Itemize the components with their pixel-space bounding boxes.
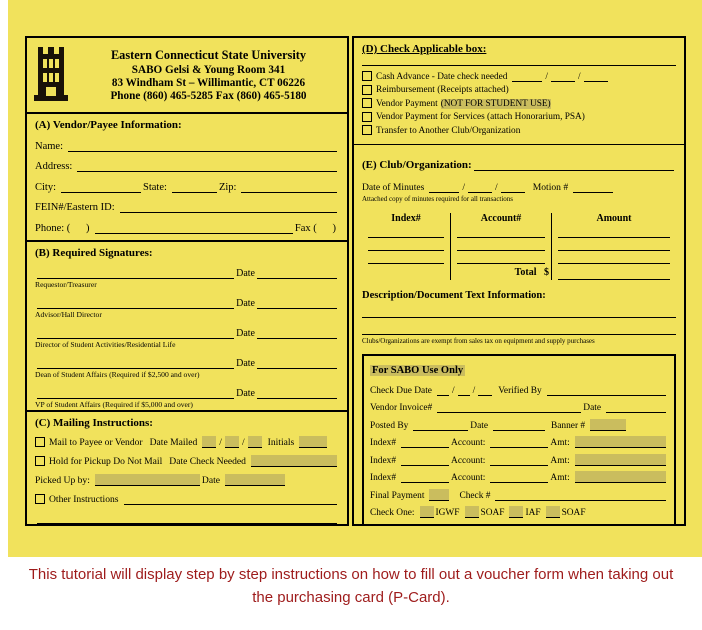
check-due-row xyxy=(370,384,668,396)
check-one-label: Check One: xyxy=(370,508,415,518)
signature-field[interactable] xyxy=(37,327,234,339)
mail-to-payee-row xyxy=(35,436,339,448)
other-instructions-row xyxy=(35,493,339,505)
check-one-option-field[interactable] xyxy=(509,506,523,518)
date-check-needed-label: Date Check Needed xyxy=(169,456,246,467)
amount-label: Amt: xyxy=(550,473,570,483)
signature-field[interactable] xyxy=(37,357,234,369)
signature-date-field[interactable] xyxy=(257,267,337,279)
reimbursement-label: Reimbursement (Receipts attached) xyxy=(376,85,509,95)
other-instructions-label: Other Instructions xyxy=(49,494,119,505)
reimbursement-item xyxy=(362,85,676,96)
check-one-option-soaf: SOAF xyxy=(480,508,505,518)
section-c-title: (C) Mailing Instructions: xyxy=(35,417,153,429)
phone-field[interactable] xyxy=(95,222,293,234)
state-field[interactable] xyxy=(172,181,217,193)
description-field[interactable] xyxy=(362,303,676,318)
posted-date-label: Date xyxy=(470,420,488,431)
amount-column-header: Amount xyxy=(596,213,632,224)
sabo-title: For SABO Use Only xyxy=(372,365,464,376)
index-label: Index# xyxy=(370,455,397,466)
signature-row xyxy=(35,387,339,409)
form-header xyxy=(27,38,347,114)
date-mailed-label: Date Mailed xyxy=(149,437,198,448)
amount-column xyxy=(551,213,676,280)
tax-exempt-note: Clubs/Organizations are exempt from sales tax on equipment and supply purchases xyxy=(362,337,595,345)
signature-line-row xyxy=(35,327,339,339)
club-organization-row xyxy=(362,159,676,171)
zip-label: Zip: xyxy=(218,181,237,193)
signature-line-row xyxy=(35,357,339,369)
university-name: Eastern Connecticut State University xyxy=(110,48,306,62)
signature-date-field[interactable] xyxy=(257,297,337,309)
amount-label: Amt: xyxy=(550,438,570,448)
final-payment-row xyxy=(370,489,668,501)
sabo-title-row xyxy=(370,360,668,378)
address-field[interactable] xyxy=(77,160,337,172)
picked-up-date-field[interactable] xyxy=(225,474,285,486)
section-mailing-instructions xyxy=(27,412,347,524)
section-vendor-payee xyxy=(27,114,347,242)
date-label: Date xyxy=(236,358,255,369)
slide-caption: This tutorial will display step by step instructions on how to fill out a voucher form when taking out the purchasing card (P-Card). xyxy=(28,566,674,607)
zip-field[interactable] xyxy=(241,181,337,193)
account-field[interactable] xyxy=(490,471,548,483)
picked-up-date-label: Date xyxy=(201,475,221,486)
date-label: Date xyxy=(236,388,255,399)
posted-by-label: Posted By xyxy=(370,420,409,431)
vendor-invoice-row xyxy=(370,401,668,413)
transfer-label: Transfer to Another Club/Organization xyxy=(376,125,521,136)
phone-fax-line: Phone (860) 465-5285 Fax (860) 465-5180 xyxy=(110,90,307,102)
cash-advance-label: Cash Advance - Date check needed xyxy=(376,71,508,82)
signature-row xyxy=(35,267,339,289)
checkbox-vendor-payment-services[interactable] xyxy=(362,112,372,122)
amount-table xyxy=(362,213,676,280)
check-one-option-field[interactable] xyxy=(546,506,560,518)
account-label: Account: xyxy=(451,455,486,466)
city-state-zip-row xyxy=(35,181,339,193)
section-club-organization xyxy=(354,145,684,203)
name-row xyxy=(35,140,339,152)
check-one-option-field[interactable] xyxy=(420,506,434,518)
verified-by-field[interactable] xyxy=(547,384,666,396)
check-one-row xyxy=(370,506,668,518)
index-label: Index# xyxy=(370,438,397,448)
cash-advance-date-field[interactable] xyxy=(551,70,575,82)
state-label: State: xyxy=(143,181,167,193)
fein-field[interactable] xyxy=(120,201,337,213)
signature-role-label: Advisor/Hall Director xyxy=(35,310,102,319)
account-cell-field[interactable] xyxy=(457,251,545,264)
final-payment-field[interactable] xyxy=(429,489,449,501)
total-label: Total $ xyxy=(514,267,549,278)
signature-row xyxy=(35,357,339,379)
signature-role-label: VP of Student Affairs (Required if $5,000 and over) xyxy=(35,400,193,409)
university-logo-icon xyxy=(33,44,69,107)
check-due-date-field[interactable] xyxy=(478,384,492,396)
section-a-title: (A) Vendor/Payee Information: xyxy=(35,119,182,131)
divider xyxy=(362,65,676,66)
account-cell-field[interactable] xyxy=(457,238,545,251)
picked-up-row xyxy=(35,474,339,486)
index-field[interactable] xyxy=(401,454,449,466)
cash-advance-date-field[interactable] xyxy=(512,70,542,82)
section-b-title: (B) Required Signatures: xyxy=(35,247,153,259)
form-left-column xyxy=(25,36,349,526)
check-number-field[interactable] xyxy=(495,489,666,501)
posted-by-row xyxy=(370,419,668,431)
city-label: City: xyxy=(35,181,57,193)
name-field[interactable] xyxy=(68,140,337,152)
signature-date-field[interactable] xyxy=(257,327,337,339)
check-one-option-field[interactable] xyxy=(465,506,479,518)
cash-advance-date-field[interactable] xyxy=(584,70,608,82)
index-cell-field[interactable] xyxy=(368,225,444,238)
section-required-signatures xyxy=(27,242,347,412)
date-label: Date xyxy=(236,298,255,309)
vendor-payment-label: Vendor Payment xyxy=(376,98,438,109)
banner-number-field[interactable] xyxy=(590,419,626,431)
index-cell-field[interactable] xyxy=(368,251,444,264)
checkbox-transfer[interactable] xyxy=(362,125,372,135)
total-amount-field[interactable] xyxy=(558,267,670,280)
amount-cell-field[interactable] xyxy=(558,225,670,238)
section-check-applicable xyxy=(354,38,684,145)
other-instructions-extra-row xyxy=(35,512,339,524)
description-title: Description/Document Text Information: xyxy=(362,290,546,301)
date-mailed-field[interactable] xyxy=(225,436,239,448)
index-column xyxy=(362,213,450,280)
mail-to-payee-label: Mail to Payee or Vendor xyxy=(49,437,143,448)
initials-field[interactable] xyxy=(299,436,327,448)
sabo-use-only-box xyxy=(362,354,676,526)
verified-by-label: Verified By xyxy=(498,385,542,396)
signature-line-row xyxy=(35,297,339,309)
date-separator: / xyxy=(577,71,581,82)
picked-up-label: Picked Up by: xyxy=(35,475,90,486)
hold-for-pickup-label: Hold for Pickup Do Not Mail xyxy=(49,456,163,467)
date-label: Date xyxy=(236,328,255,339)
amount-field[interactable] xyxy=(575,436,666,448)
checkbox-cash-advance[interactable] xyxy=(362,71,372,81)
check-due-date-field[interactable] xyxy=(437,384,449,396)
form-right-column xyxy=(352,36,686,526)
posted-by-field[interactable] xyxy=(413,419,468,431)
transfer-item xyxy=(362,125,676,136)
signature-role-label: Requestor/Treasurer xyxy=(35,280,97,289)
address-line: 83 Windham St – Willimantic, CT 06226 xyxy=(111,77,306,89)
minutes-date-field[interactable] xyxy=(429,181,459,193)
account-label: Account: xyxy=(451,438,486,448)
index-cell-field[interactable] xyxy=(368,238,444,251)
posted-date-field[interactable] xyxy=(493,419,545,431)
cash-advance-item xyxy=(362,70,676,82)
account-column xyxy=(450,213,551,280)
signature-line-row xyxy=(35,387,339,399)
hold-for-pickup-row xyxy=(35,455,339,467)
vendor-invoice-label: Vendor Invoice# xyxy=(370,403,433,413)
index-account-amount-row xyxy=(370,436,668,448)
address-label: Address: xyxy=(35,161,73,172)
amount-cell-field[interactable] xyxy=(558,251,670,264)
section-description xyxy=(354,280,684,345)
account-label: Account: xyxy=(451,473,486,483)
section-d-title: (D) Check Applicable box: xyxy=(362,43,487,55)
check-one-option-iaf: IAF xyxy=(525,508,541,518)
amount-cell-field[interactable] xyxy=(558,238,670,251)
date-separator: / xyxy=(545,71,548,82)
check-one-option-soaf2: SOAF xyxy=(561,508,586,518)
vendor-payment-services-item xyxy=(362,112,676,123)
banner-number-label: Banner # xyxy=(551,420,586,431)
checkbox-reimbursement[interactable] xyxy=(362,85,372,95)
motion-number-label: Motion # xyxy=(532,182,569,193)
account-cell-field[interactable] xyxy=(457,225,545,238)
amount-label: Amt: xyxy=(550,455,570,466)
vendor-payment-item xyxy=(362,98,676,109)
checkbox-mail-to-payee[interactable] xyxy=(35,437,45,447)
name-label: Name: xyxy=(35,140,63,152)
date-check-needed-field[interactable] xyxy=(251,455,337,467)
other-instructions-extra-field[interactable] xyxy=(37,512,337,524)
signature-role-label: Dean of Student Affairs (Required if $2,500 and over) xyxy=(35,370,200,379)
minutes-note: Attached copy of minutes required for all transactions xyxy=(362,195,514,203)
checkbox-hold-for-pickup[interactable] xyxy=(35,456,45,466)
description-field[interactable] xyxy=(362,320,676,335)
date-of-minutes-label: Date of Minutes xyxy=(362,182,425,193)
signature-field[interactable] xyxy=(37,387,234,399)
fein-row xyxy=(35,201,339,213)
check-one-option-igwf: IGWF xyxy=(435,508,460,518)
index-account-amount-row xyxy=(370,454,668,466)
final-payment-label: Final Payment xyxy=(370,490,425,501)
picked-up-by-field[interactable] xyxy=(95,474,200,486)
invoice-date-label: Date xyxy=(583,403,601,413)
index-field[interactable] xyxy=(401,436,449,448)
date-separator: / xyxy=(451,385,455,396)
index-account-amount-row xyxy=(370,471,668,483)
vendor-payment-services-label: Vendor Payment for Services (attach Honorarium, PSA) xyxy=(376,112,585,122)
date-separator: / xyxy=(495,182,498,193)
signature-role-label: Director of Student Activities/Residential Life xyxy=(35,340,176,349)
checkbox-vendor-payment[interactable] xyxy=(362,98,372,108)
vendor-payment-note: (NOT FOR STUDENT USE) xyxy=(440,98,551,109)
date-separator: / xyxy=(219,437,222,448)
signature-date-field[interactable] xyxy=(257,357,337,369)
fax-label: Fax ( ) xyxy=(294,222,336,234)
header-text xyxy=(76,48,341,102)
minutes-date-field[interactable] xyxy=(468,181,492,193)
check-due-date-field[interactable] xyxy=(458,384,470,396)
date-separator: / xyxy=(462,182,466,193)
account-field[interactable] xyxy=(490,454,548,466)
phone-label: Phone: ( ) xyxy=(35,222,90,234)
city-field[interactable] xyxy=(61,181,141,193)
date-mailed-field[interactable] xyxy=(248,436,262,448)
initials-label: Initials xyxy=(267,437,295,448)
index-column-header: Index# xyxy=(391,213,421,224)
signature-line-row xyxy=(35,267,339,279)
section-e-title: (E) Club/Organization: xyxy=(362,159,472,171)
date-separator: / xyxy=(241,437,245,448)
date-label: Date xyxy=(236,268,255,279)
account-column-header: Account# xyxy=(480,213,522,224)
club-organization-field[interactable] xyxy=(474,159,674,171)
amount-field[interactable] xyxy=(575,454,666,466)
phone-fax-row xyxy=(35,222,339,234)
signature-field[interactable] xyxy=(37,297,234,309)
address-row xyxy=(35,160,339,172)
motion-number-field[interactable] xyxy=(573,181,613,193)
amount-field[interactable] xyxy=(575,471,666,483)
check-number-label: Check # xyxy=(459,490,491,501)
table-spacer xyxy=(362,264,450,279)
other-instructions-field[interactable] xyxy=(124,493,337,505)
signature-date-field[interactable] xyxy=(257,387,337,399)
invoice-date-field[interactable] xyxy=(606,401,666,413)
check-due-date-label: Check Due Date xyxy=(370,385,432,396)
fein-label: FEIN#/Eastern ID: xyxy=(35,202,115,213)
date-of-minutes-row xyxy=(362,181,676,193)
checkbox-other-instructions[interactable] xyxy=(35,494,45,504)
signature-row xyxy=(35,327,339,349)
office-line: SABO Gelsi & Young Room 341 xyxy=(131,64,286,76)
index-field[interactable] xyxy=(401,471,449,483)
date-mailed-field[interactable] xyxy=(202,436,216,448)
index-label: Index# xyxy=(370,473,397,483)
date-separator: / xyxy=(472,385,476,396)
vendor-invoice-field[interactable] xyxy=(437,401,581,413)
signature-row xyxy=(35,297,339,319)
minutes-date-field[interactable] xyxy=(501,181,525,193)
signature-field[interactable] xyxy=(37,267,234,279)
account-field[interactable] xyxy=(490,436,548,448)
